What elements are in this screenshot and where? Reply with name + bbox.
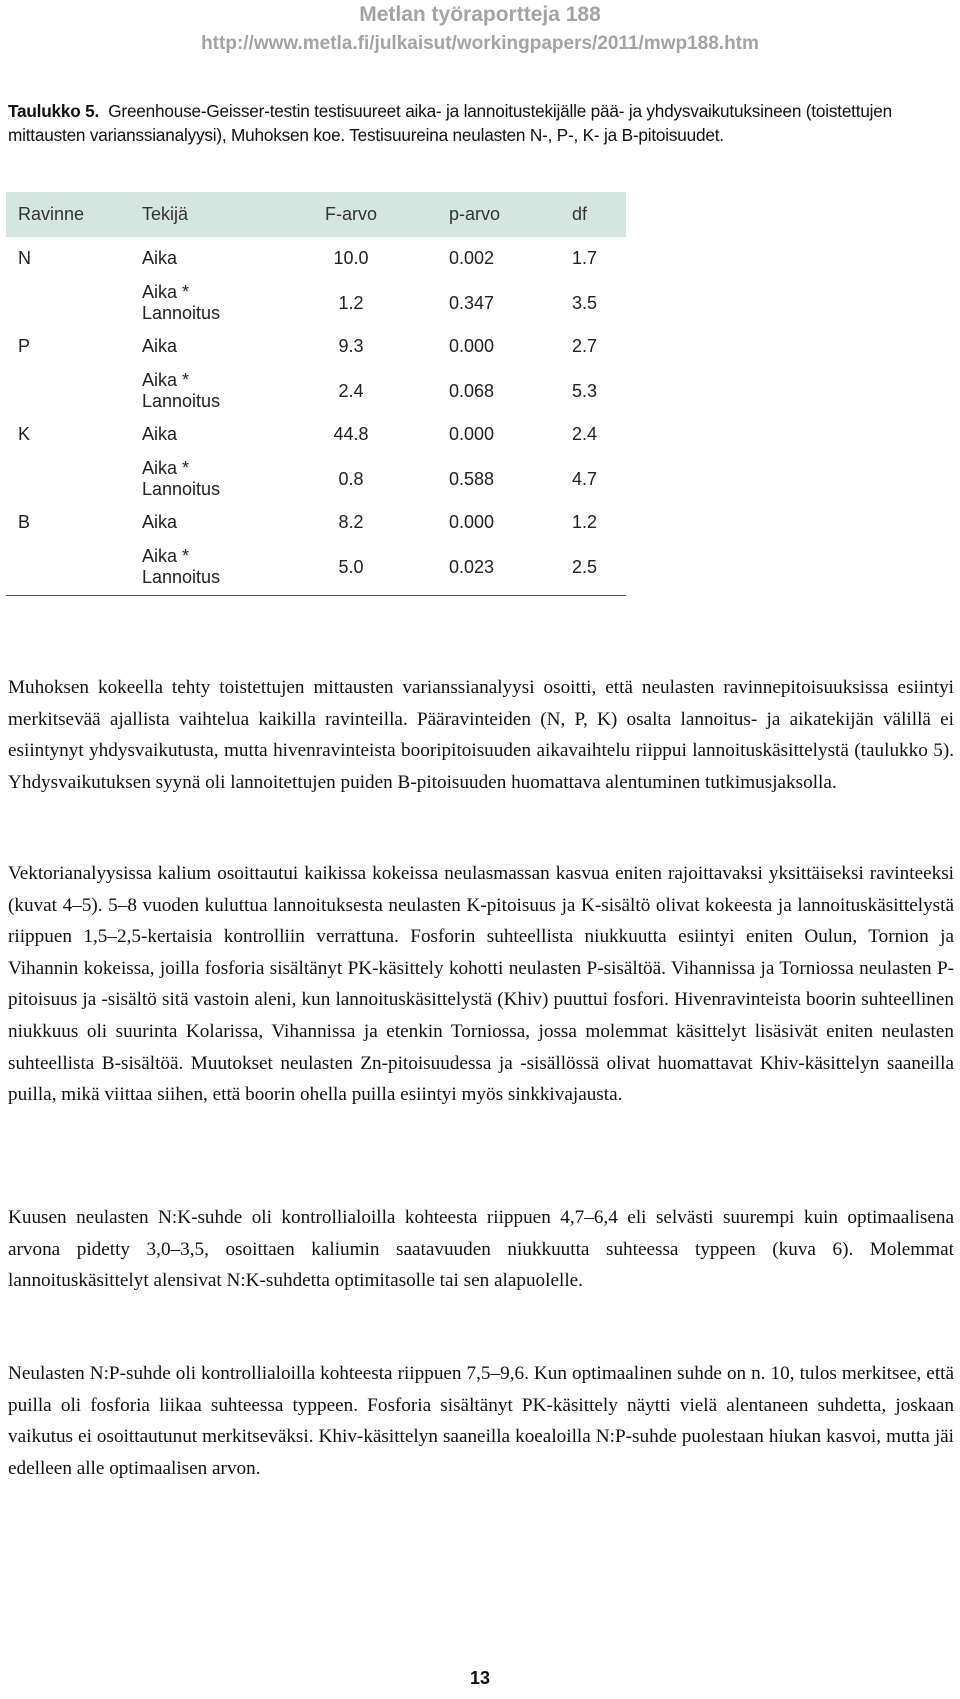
table-row	[6, 281, 626, 325]
col-header-tekija: Tekijä	[142, 204, 189, 224]
cell-df: 2.7	[572, 336, 598, 356]
cell-tekija: Aika	[142, 336, 178, 356]
cell-tekija-line2: Lannoitus	[142, 479, 221, 499]
table-row	[6, 545, 626, 589]
running-header	[0, 2, 960, 56]
table-row	[6, 501, 626, 545]
cell-tekija-line2: Lannoitus	[142, 391, 221, 411]
cell-tekija-line1: Aika *	[142, 458, 190, 478]
cell-p-arvo: 0.588	[449, 469, 495, 489]
col-header-f-arvo: F-arvo	[324, 204, 377, 224]
cell-f-arvo: 44.8	[333, 424, 369, 444]
table-bottom-rule	[6, 595, 626, 596]
cell-df: 2.5	[572, 557, 598, 577]
table-row	[6, 325, 626, 369]
cell-tekija: Aika	[142, 248, 178, 268]
cell-tekija	[142, 546, 220, 588]
results-table	[6, 192, 626, 596]
series-title: Metlan työraportteja 188	[359, 3, 601, 26]
table-header-row	[6, 192, 626, 237]
cell-f-arvo: 5.0	[338, 557, 364, 577]
cell-df: 3.5	[572, 293, 598, 313]
table-row	[6, 457, 626, 501]
cell-p-arvo: 0.023	[449, 557, 495, 577]
cell-tekija-line1: Aika *	[142, 282, 190, 302]
cell-df: 1.2	[572, 512, 598, 532]
cell-p-arvo: 0.068	[449, 381, 495, 401]
cell-p-arvo: 0.000	[449, 512, 495, 532]
table-row	[6, 369, 626, 413]
cell-tekija	[142, 370, 220, 412]
cell-tekija-line2: Lannoitus	[142, 303, 221, 323]
cell-ravinne: N	[18, 248, 31, 268]
cell-tekija: Aika	[142, 512, 178, 532]
cell-tekija-line2: Lannoitus	[142, 567, 221, 587]
page-number: 13	[469, 1668, 491, 1688]
paragraph-3: Kuusen neulasten N:K-suhde oli kontrollialoilla kohteesta riippuen 4,7–6,4 eli selvästi suurempi kuin optimaalisena arvona pidetty 3,0–3,5, osoittaen kaliumin saatavuuden niukkuutta suhteessa typpeen (kuva 6). Molemmat lannoituskäsittelyt alensivat N:K-suhdetta optimitasolle tai sen alapuolelle.	[8, 1207, 954, 1292]
cell-f-arvo: 1.2	[338, 293, 364, 313]
cell-df: 2.4	[572, 424, 598, 444]
cell-tekija	[142, 458, 220, 500]
cell-p-arvo: 0.002	[449, 248, 495, 268]
table-row	[6, 237, 626, 281]
series-url[interactable]: http://www.metla.fi/julkaisut/workingpapers/2011/mwp188.htm	[201, 33, 759, 54]
cell-p-arvo: 0.347	[449, 293, 495, 313]
cell-f-arvo: 10.0	[333, 248, 369, 268]
cell-p-arvo: 0.000	[449, 336, 495, 356]
cell-f-arvo: 9.3	[338, 336, 364, 356]
cell-p-arvo: 0.000	[449, 424, 495, 444]
cell-tekija-line1: Aika *	[142, 370, 190, 390]
paragraph-2: Vektorianalyysissa kalium osoittautui kaikissa kokeissa neulasmassan kasvua eniten rajoittavaksi yksittäiseksi ravinteeksi (kuvat 4–5). 5–8 vuoden kuluttua lannoituksesta neulasten K-pitoisuus ja K-sisältö olivat kokeesta ja lannoituskäsittelystä riippuen 1,5–2,5-kertaisia kontrolliin verrattuna. Fosforin suhteellista niukkuutta esiintyi eniten Oulun, Tornion ja Vihannin kokeissa, joilla fosforia sisältänyt PK-käsittely kohotti neulasten P-sisältöä. Vihannissa ja Torniossa neulasten P-pitoisuus ja -sisältö sitä vastoin aleni, kun lannoituskäsittelystä (Khiv) puuttui fosfori. Hivenravinteista boorin suhteellinen niukkuus oli suurinta Kolarissa, Vihannissa ja etenkin Torniossa, jossa molemmat käsittelyt lisäsivät eniten neulasten suhteellista B-sisältöä. Muutokset neulasten Zn-pitoisuudessa ja -sisällössä olivat huomattavat Khiv-käsittelyn saaneilla puilla, mikä viittaa siihen, että boorin ohella puilla esiintyi myös sinkkivajausta.	[8, 863, 954, 1106]
cell-df: 4.7	[572, 469, 598, 489]
cell-ravinne: B	[18, 512, 31, 532]
col-header-df: df	[572, 204, 588, 224]
paragraph-4: Neulasten N:P-suhde oli kontrollialoilla kohteesta riippuen 7,5–9,6. Kun optimaalinen suhde on n. 10, tulos merkitsee, että puilla oli fosforia liikaa suhteessa typpeen. Fosforia sisältänyt PK-käsittely näytti vielä alentaneen suhdetta, joskaan vaikutus ei osoittautunut merkitseväksi. Khiv-käsittelyn saaneilla koealoilla N:P-suhde puolestaan hiukan kasvoi, mutta jäi edelleen alle optimaalisen arvon.	[8, 1363, 954, 1479]
cell-df: 5.3	[572, 381, 598, 401]
caption-text: Greenhouse-Geisser-testin testisuureet aika- ja lannoitustekijälle pää- ja yhdysvaikutuksineen (toistettujen mittausten varianssianalyysi), Muhoksen koe. Testisuureina neulasten N-, P-, K- ja B-pitoisuudet.	[8, 101, 893, 145]
cell-f-arvo: 2.4	[338, 381, 364, 401]
col-header-ravinne: Ravinne	[18, 204, 85, 224]
cell-f-arvo: 0.8	[338, 469, 364, 489]
cell-tekija: Aika	[142, 424, 178, 444]
cell-tekija	[142, 282, 220, 324]
cell-ravinne: K	[18, 424, 31, 444]
table-caption	[8, 99, 952, 147]
table-row	[6, 413, 626, 457]
cell-ravinne: P	[18, 336, 31, 356]
cell-df: 1.7	[572, 248, 598, 268]
paragraph-1: Muhoksen kokeella tehty toistettujen mittausten varianssianalyysi osoitti, että neulasten ravinnepitoisuuksissa esiintyi merkitsevää ajallista vaihtelua kaikilla ravinteilla. Pääravinteiden (N, P, K) osalta lannoitus- ja aikatekijän välillä ei esiintynyt yhdysvaikutusta, mutta hivenravinteista booripitoisuuden aikavaihtelu riippui lannoituskäsittelystä (taulukko 5). Yhdysvaikutuksen syynä oli lannoitettujen puiden B-pitoisuuden huomattava alentuminen tutkimusjaksolla.	[8, 677, 954, 793]
cell-tekija-line1: Aika *	[142, 546, 190, 566]
caption-label: Taulukko 5.	[8, 101, 100, 121]
col-header-p-arvo: p-arvo	[449, 204, 501, 224]
cell-f-arvo: 8.2	[338, 512, 364, 532]
